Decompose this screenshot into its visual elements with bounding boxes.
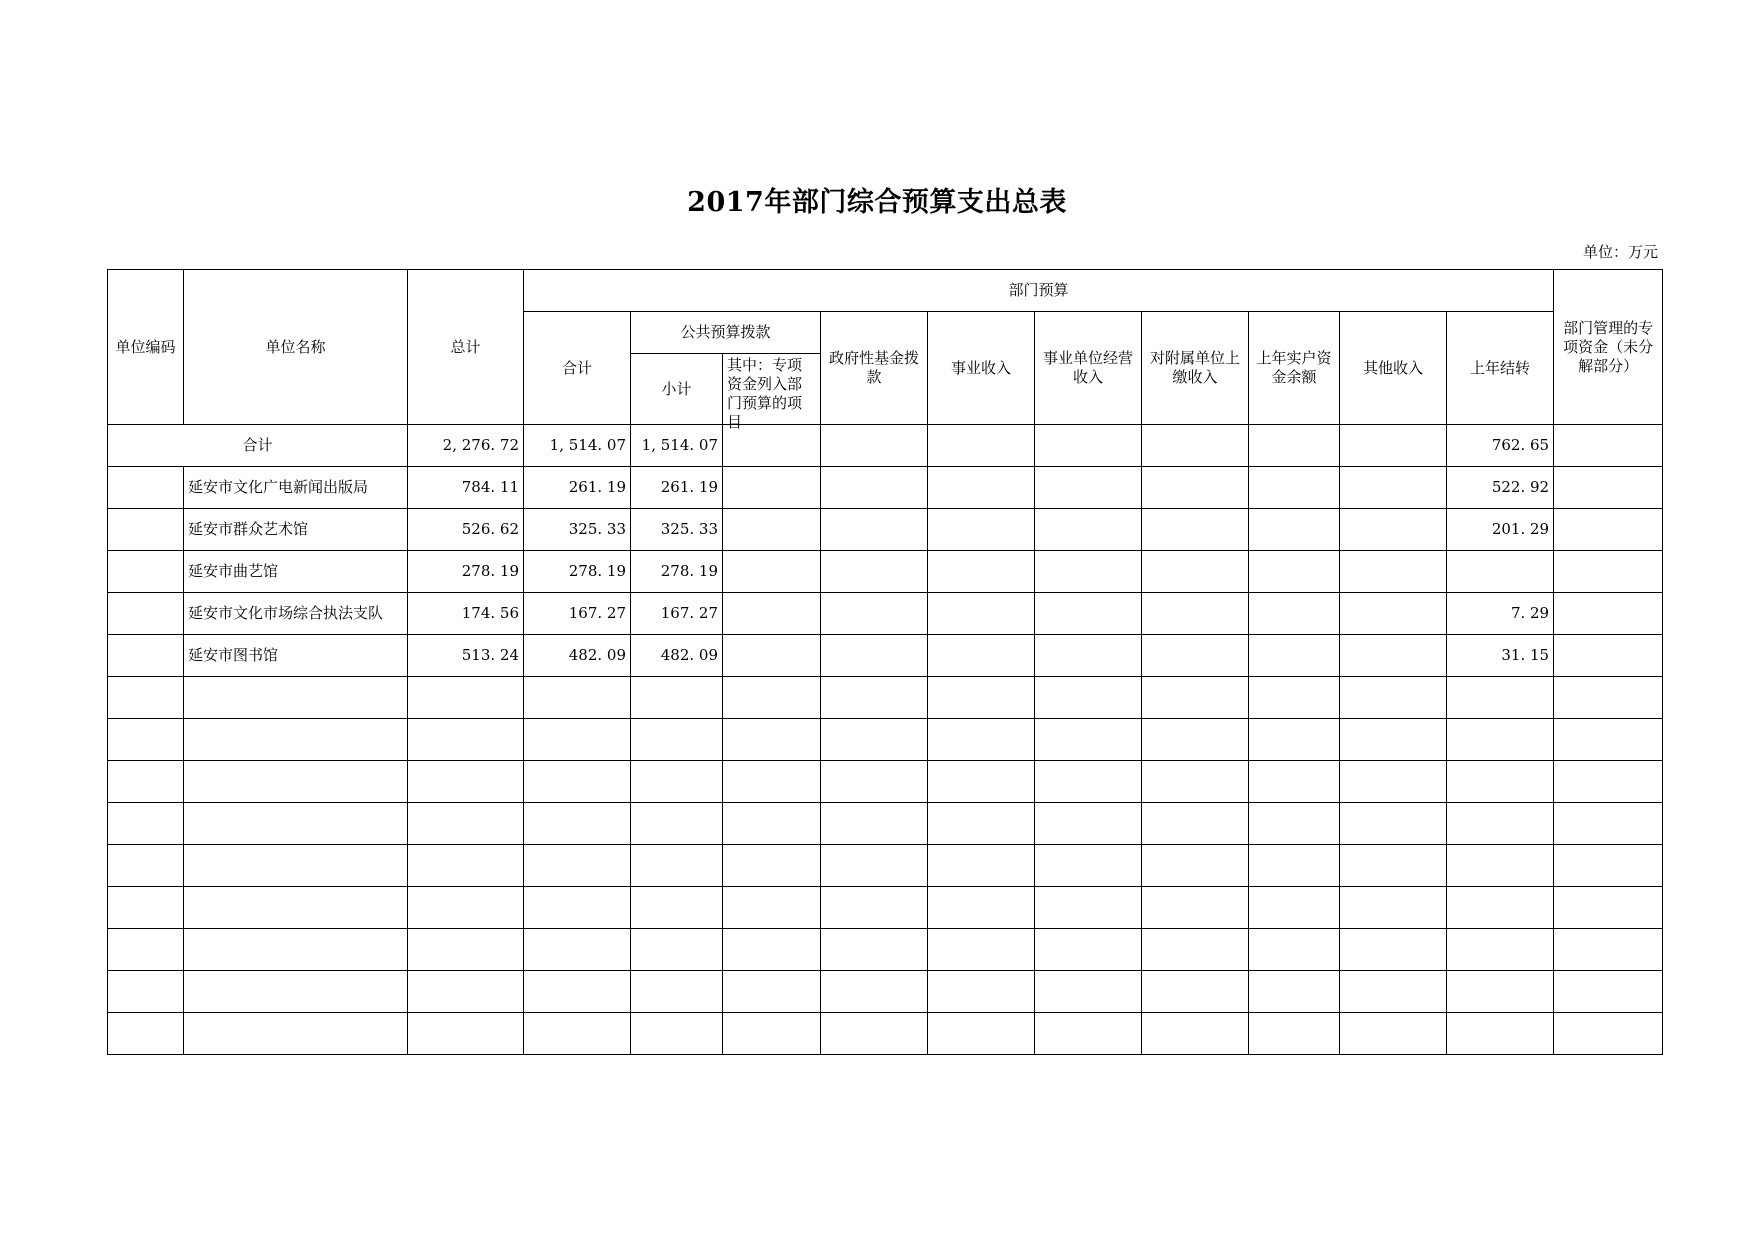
empty-cell [108,1013,184,1055]
table-cell [1035,425,1142,467]
empty-cell [631,677,723,719]
table-cell [723,551,821,593]
empty-cell [108,761,184,803]
table-cell [1249,467,1340,509]
empty-cell [1447,719,1554,761]
row-unit-name: 延安市曲艺馆 [184,551,408,593]
row-small-total: 167. 27 [631,593,723,635]
table-cell [1554,635,1663,677]
table-cell [1340,509,1447,551]
row-small-total: 278. 19 [631,551,723,593]
row-carryover: 522. 92 [1447,467,1554,509]
header-subordinate-income: 对附属单位上缴收入 [1142,312,1249,425]
empty-cell [1340,1013,1447,1055]
table-cell [928,509,1035,551]
table-cell [821,551,928,593]
table-cell [723,635,821,677]
empty-cell [524,761,631,803]
total-row-total: 2, 276. 72 [408,425,524,467]
empty-cell [1142,971,1249,1013]
table-row [108,593,1663,635]
empty-cell [524,803,631,845]
empty-cell [821,971,928,1013]
table-cell [108,593,184,635]
empty-cell [1340,929,1447,971]
empty-cell [1340,803,1447,845]
table-cell [1142,593,1249,635]
empty-cell [1447,887,1554,929]
empty-cell [1035,677,1142,719]
row-total: 513. 24 [408,635,524,677]
empty-cell [928,971,1035,1013]
empty-row [108,1013,1663,1055]
empty-cell [1340,761,1447,803]
header-unit-name: 单位名称 [184,270,408,425]
row-small-total: 482. 09 [631,635,723,677]
empty-cell [928,719,1035,761]
empty-cell [184,761,408,803]
empty-cell [1249,761,1340,803]
empty-cell [631,1013,723,1055]
empty-cell [108,677,184,719]
empty-cell [1035,971,1142,1013]
empty-cell [524,1013,631,1055]
empty-cell [1554,929,1663,971]
table-cell [1249,635,1340,677]
empty-cell [408,761,524,803]
row-total: 278. 19 [408,551,524,593]
row-subtotal: 261. 19 [524,467,631,509]
header-special-in-budget: 其中：专项资金列入部门预算的项目 [727,356,803,431]
budget-table [107,269,1663,1055]
empty-cell [1447,803,1554,845]
empty-cell [1554,971,1663,1013]
row-total: 526. 62 [408,509,524,551]
row-unit-name: 延安市群众艺术馆 [184,509,408,551]
empty-cell [821,761,928,803]
empty-cell [1035,887,1142,929]
table-row [108,467,1663,509]
empty-cell [408,887,524,929]
empty-cell [1340,719,1447,761]
table-cell [1249,509,1340,551]
table-cell [1340,467,1447,509]
table-cell [1035,467,1142,509]
empty-cell [184,1013,408,1055]
table-cell [1554,467,1663,509]
table-cell [723,593,821,635]
empty-row [108,845,1663,887]
total-row-carryover: 762. 65 [1447,425,1554,467]
empty-cell [1447,1013,1554,1055]
empty-cell [184,929,408,971]
table-cell [1554,551,1663,593]
row-carryover: 31. 15 [1447,635,1554,677]
empty-cell [631,719,723,761]
empty-cell [184,677,408,719]
empty-cell [928,761,1035,803]
empty-cell [1035,719,1142,761]
empty-cell [524,887,631,929]
total-row-small-total: 1, 514. 07 [631,425,723,467]
table-cell [928,551,1035,593]
row-unit-name: 延安市图书馆 [184,635,408,677]
row-carryover: 201. 29 [1447,509,1554,551]
empty-cell [1447,761,1554,803]
empty-cell [821,1013,928,1055]
empty-cell [723,929,821,971]
empty-cell [1249,887,1340,929]
empty-cell [184,803,408,845]
empty-cell [1035,803,1142,845]
empty-cell [1554,719,1663,761]
table-cell [1340,551,1447,593]
empty-cell [408,845,524,887]
row-carryover: 7. 29 [1447,593,1554,635]
empty-cell [1142,929,1249,971]
empty-cell [928,887,1035,929]
empty-row [108,803,1663,845]
empty-cell [524,845,631,887]
empty-cell [821,677,928,719]
empty-cell [108,929,184,971]
empty-cell [1447,677,1554,719]
row-subtotal: 482. 09 [524,635,631,677]
empty-cell [723,971,821,1013]
row-total: 784. 11 [408,467,524,509]
empty-cell [723,803,821,845]
header-business-income: 事业收入 [928,312,1035,425]
empty-cell [928,803,1035,845]
empty-cell [1035,1013,1142,1055]
table-cell [928,467,1035,509]
table-cell [1340,635,1447,677]
empty-cell [408,677,524,719]
table-cell [928,635,1035,677]
empty-cell [1447,929,1554,971]
header-public-budget: 公共预算拨款 [631,312,821,354]
table-cell [1249,551,1340,593]
empty-cell [1554,677,1663,719]
empty-cell [1447,971,1554,1013]
empty-cell [408,803,524,845]
row-subtotal: 167. 27 [524,593,631,635]
empty-cell [723,845,821,887]
empty-cell [723,719,821,761]
table-cell [821,467,928,509]
empty-cell [408,719,524,761]
empty-cell [821,887,928,929]
header-dept-special-funds: 部门管理的专项资金（未分解部分） [1554,270,1663,425]
table-cell [1142,425,1249,467]
empty-cell [1340,887,1447,929]
empty-cell [524,677,631,719]
header-last-year-carryover: 上年结转 [1447,312,1554,425]
table-cell [928,425,1035,467]
empty-cell [108,845,184,887]
table-cell [108,509,184,551]
table-cell [1142,551,1249,593]
empty-row [108,971,1663,1013]
header-special-in-budget-cell [723,354,821,431]
empty-cell [1249,1013,1340,1055]
empty-cell [1249,719,1340,761]
header-subtotal-all: 合计 [524,312,631,425]
empty-cell [1142,887,1249,929]
empty-cell [1035,929,1142,971]
table-cell [1035,593,1142,635]
table-cell [1035,509,1142,551]
empty-cell [1340,845,1447,887]
table-cell [108,551,184,593]
empty-cell [1142,1013,1249,1055]
row-unit-name: 延安市文化广电新闻出版局 [184,467,408,509]
unit-label: 单位：万元 [1582,243,1658,261]
empty-cell [408,971,524,1013]
empty-cell [108,719,184,761]
empty-cell [1249,971,1340,1013]
row-subtotal: 278. 19 [524,551,631,593]
empty-cell [1142,761,1249,803]
empty-cell [723,1013,821,1055]
empty-cell [1142,845,1249,887]
table-cell [1142,509,1249,551]
row-total: 174. 56 [408,593,524,635]
row-subtotal: 325. 33 [524,509,631,551]
empty-cell [1340,677,1447,719]
header-gov-fund: 政府性基金拨款 [821,312,928,425]
table-cell [1249,593,1340,635]
table-cell [1142,635,1249,677]
empty-cell [1554,1013,1663,1055]
empty-row [108,677,1663,719]
empty-cell [108,971,184,1013]
empty-cell [1142,803,1249,845]
header-total: 总计 [408,270,524,425]
empty-cell [1035,761,1142,803]
empty-cell [184,971,408,1013]
empty-cell [1447,845,1554,887]
total-row [108,425,1663,467]
row-carryover [1447,551,1554,593]
empty-cell [928,1013,1035,1055]
empty-cell [108,887,184,929]
empty-cell [631,761,723,803]
empty-cell [821,719,928,761]
table-cell [1554,425,1663,467]
header-row-1 [108,270,1663,312]
empty-cell [928,845,1035,887]
empty-cell [524,929,631,971]
empty-cell [631,845,723,887]
empty-row [108,929,1663,971]
total-row-label: 合计 [108,425,408,467]
empty-cell [928,677,1035,719]
table-cell [821,593,928,635]
header-other-income: 其他收入 [1340,312,1447,425]
empty-cell [723,761,821,803]
table-row [108,635,1663,677]
empty-row [108,719,1663,761]
empty-cell [631,803,723,845]
header-business-operating-income: 事业单位经营收入 [1035,312,1142,425]
empty-cell [821,803,928,845]
empty-cell [184,887,408,929]
empty-cell [1554,803,1663,845]
empty-row [108,761,1663,803]
empty-cell [631,929,723,971]
page-title: 2017年部门综合预算支出总表 [687,187,1067,218]
empty-cell [1249,845,1340,887]
header-unit-code: 单位编码 [108,270,184,425]
table-cell [821,635,928,677]
empty-cell [821,845,928,887]
table-cell [108,467,184,509]
empty-cell [184,845,408,887]
table-cell [1554,593,1663,635]
empty-cell [1142,677,1249,719]
empty-cell [524,719,631,761]
table-cell [928,593,1035,635]
empty-cell [1340,971,1447,1013]
empty-cell [1035,845,1142,887]
table-cell [1340,593,1447,635]
empty-cell [108,803,184,845]
table-row [108,509,1663,551]
empty-cell [1249,803,1340,845]
empty-cell [928,929,1035,971]
row-small-total: 325. 33 [631,509,723,551]
table-cell [1035,551,1142,593]
table-cell [1249,425,1340,467]
table-cell [1554,509,1663,551]
empty-row [108,887,1663,929]
row-unit-name: 延安市文化市场综合执法支队 [184,593,408,635]
empty-cell [821,929,928,971]
row-small-total: 261. 19 [631,467,723,509]
table-cell [1142,467,1249,509]
table-row [108,551,1663,593]
table-cell [821,425,928,467]
empty-cell [723,887,821,929]
table-cell [1035,635,1142,677]
table-cell [723,467,821,509]
empty-cell [1249,677,1340,719]
header-last-year-balance: 上年实户资金余额 [1249,312,1340,425]
empty-cell [631,971,723,1013]
empty-cell [524,971,631,1013]
header-small-total: 小计 [631,354,723,425]
empty-cell [1142,719,1249,761]
header-dept-budget: 部门预算 [524,270,1554,312]
empty-cell [1554,887,1663,929]
table-cell [108,635,184,677]
empty-cell [184,719,408,761]
total-row-subtotal: 1, 514. 07 [524,425,631,467]
empty-cell [1249,929,1340,971]
table-cell [1340,425,1447,467]
empty-cell [723,677,821,719]
empty-rows [108,677,1663,1055]
empty-cell [631,887,723,929]
empty-cell [408,1013,524,1055]
empty-cell [1554,761,1663,803]
empty-cell [408,929,524,971]
empty-cell [1554,845,1663,887]
table-cell [821,509,928,551]
table-cell [723,509,821,551]
